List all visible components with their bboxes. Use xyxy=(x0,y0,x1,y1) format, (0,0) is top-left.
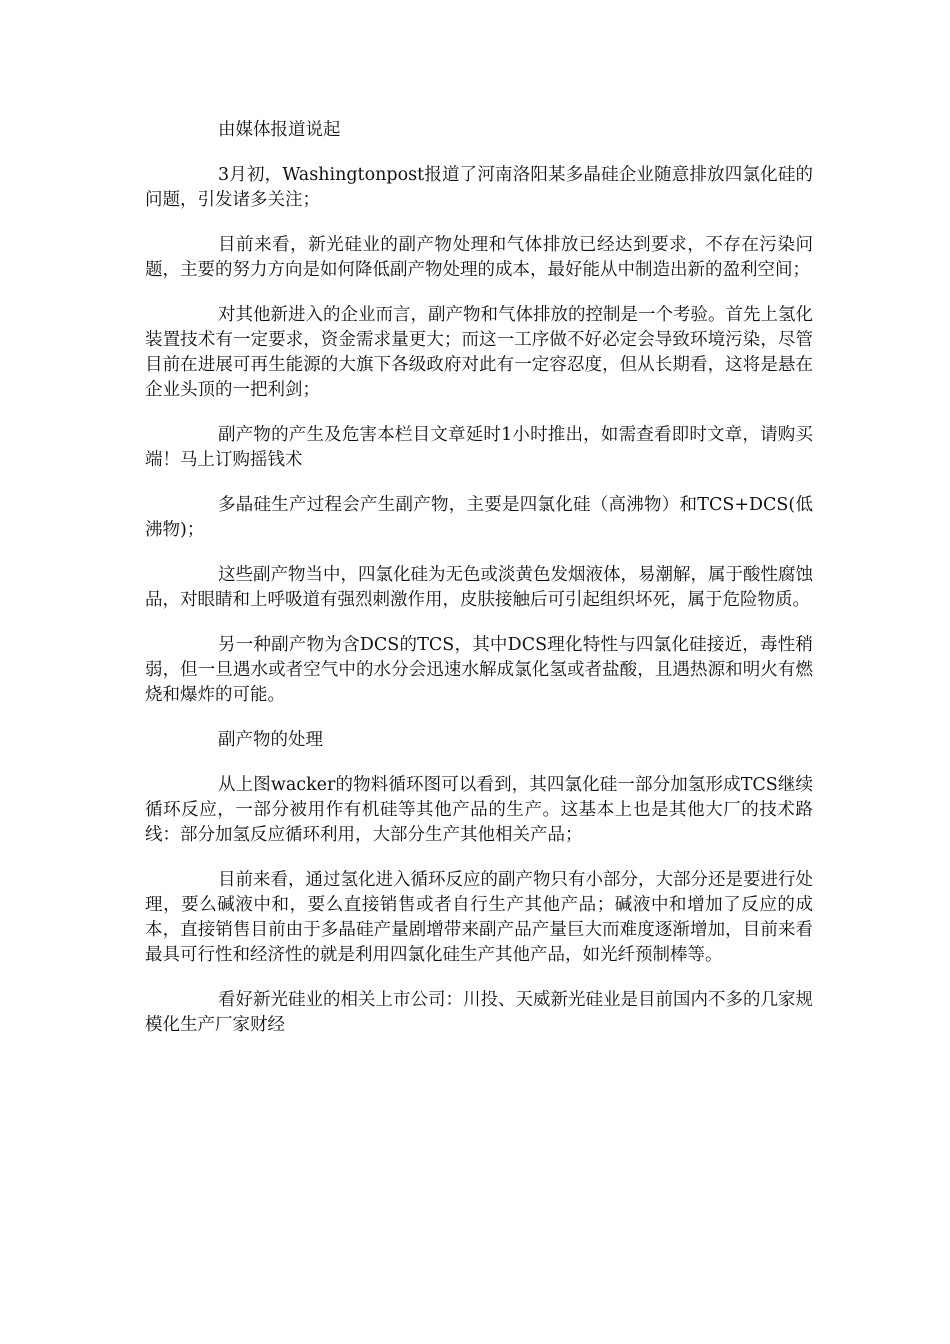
paragraph: 看好新光硅业的相关上市公司：川投、天威新光硅业是目前国内不多的几家规模化生产厂家财经 xyxy=(145,990,813,1035)
paragraph: 副产物的产生及危害本栏目文章延时1小时推出，如需查看即时文章，请购买端！马上订购摇钱术 xyxy=(145,425,813,470)
document-body xyxy=(145,118,813,1058)
paragraph: 从上图wacker的物料循环图可以看到，其四氯化硅一部分加氢形成TCS继续循环反应，一部分被用作有机硅等其他产品的生产。这基本上也是其他大厂的技术路线：部分加氢反应循环利用，大部分生产其他相关产品； xyxy=(145,775,813,845)
paragraph: 这些副产物当中，四氯化硅为无色或淡黄色发烟液体，易潮解，属于酸性腐蚀品，对眼睛和上呼吸道有强烈刺激作用，皮肤接触后可引起组织坏死，属于危险物质。 xyxy=(145,565,813,610)
section-heading-media-report: 由媒体报道说起 xyxy=(218,120,341,140)
paragraph: 3月初，Washingtonpost报道了河南洛阳某多晶硅企业随意排放四氯化硅的问题，引发诸多关注； xyxy=(145,165,813,210)
paragraph: 对其他新进入的企业而言，副产物和气体排放的控制是一个考验。首先上氢化装置技术有一定要求，资金需求量更大；而这一工序做不好必定会导致环境污染，尽管目前在进展可再生能源的大旗下各级政府对此有一定容忍度，但从长期看，这将是悬在企业头顶的一把利剑； xyxy=(145,305,813,400)
section-heading-byproduct-treatment: 副产物的处理 xyxy=(218,730,323,750)
paragraph: 多晶硅生产过程会产生副产物，主要是四氯化硅（高沸物）和TCS+DCS(低沸物)； xyxy=(145,495,813,540)
paragraph: 目前来看，通过氢化进入循环反应的副产物只有小部分，大部分还是要进行处理，要么碱液中和，要么直接销售或者自行生产其他产品；碱液中和增加了反应的成本，直接销售目前由于多晶硅产量剧增带来副产品产量巨大而难度逐渐增加，目前来看最具可行性和经济性的就是利用四氯化硅生产其他产品，如光纤预制棒等。 xyxy=(145,870,813,965)
paragraph: 另一种副产物为含DCS的TCS，其中DCS理化特性与四氯化硅接近，毒性稍弱，但一旦遇水或者空气中的水分会迅速水解成氯化氢或者盐酸，且遇热源和明火有燃烧和爆炸的可能。 xyxy=(145,635,813,705)
paragraph: 目前来看，新光硅业的副产物处理和气体排放已经达到要求，不存在污染问题，主要的努力方向是如何降低副产物处理的成本，最好能从中制造出新的盈利空间； xyxy=(145,235,813,280)
